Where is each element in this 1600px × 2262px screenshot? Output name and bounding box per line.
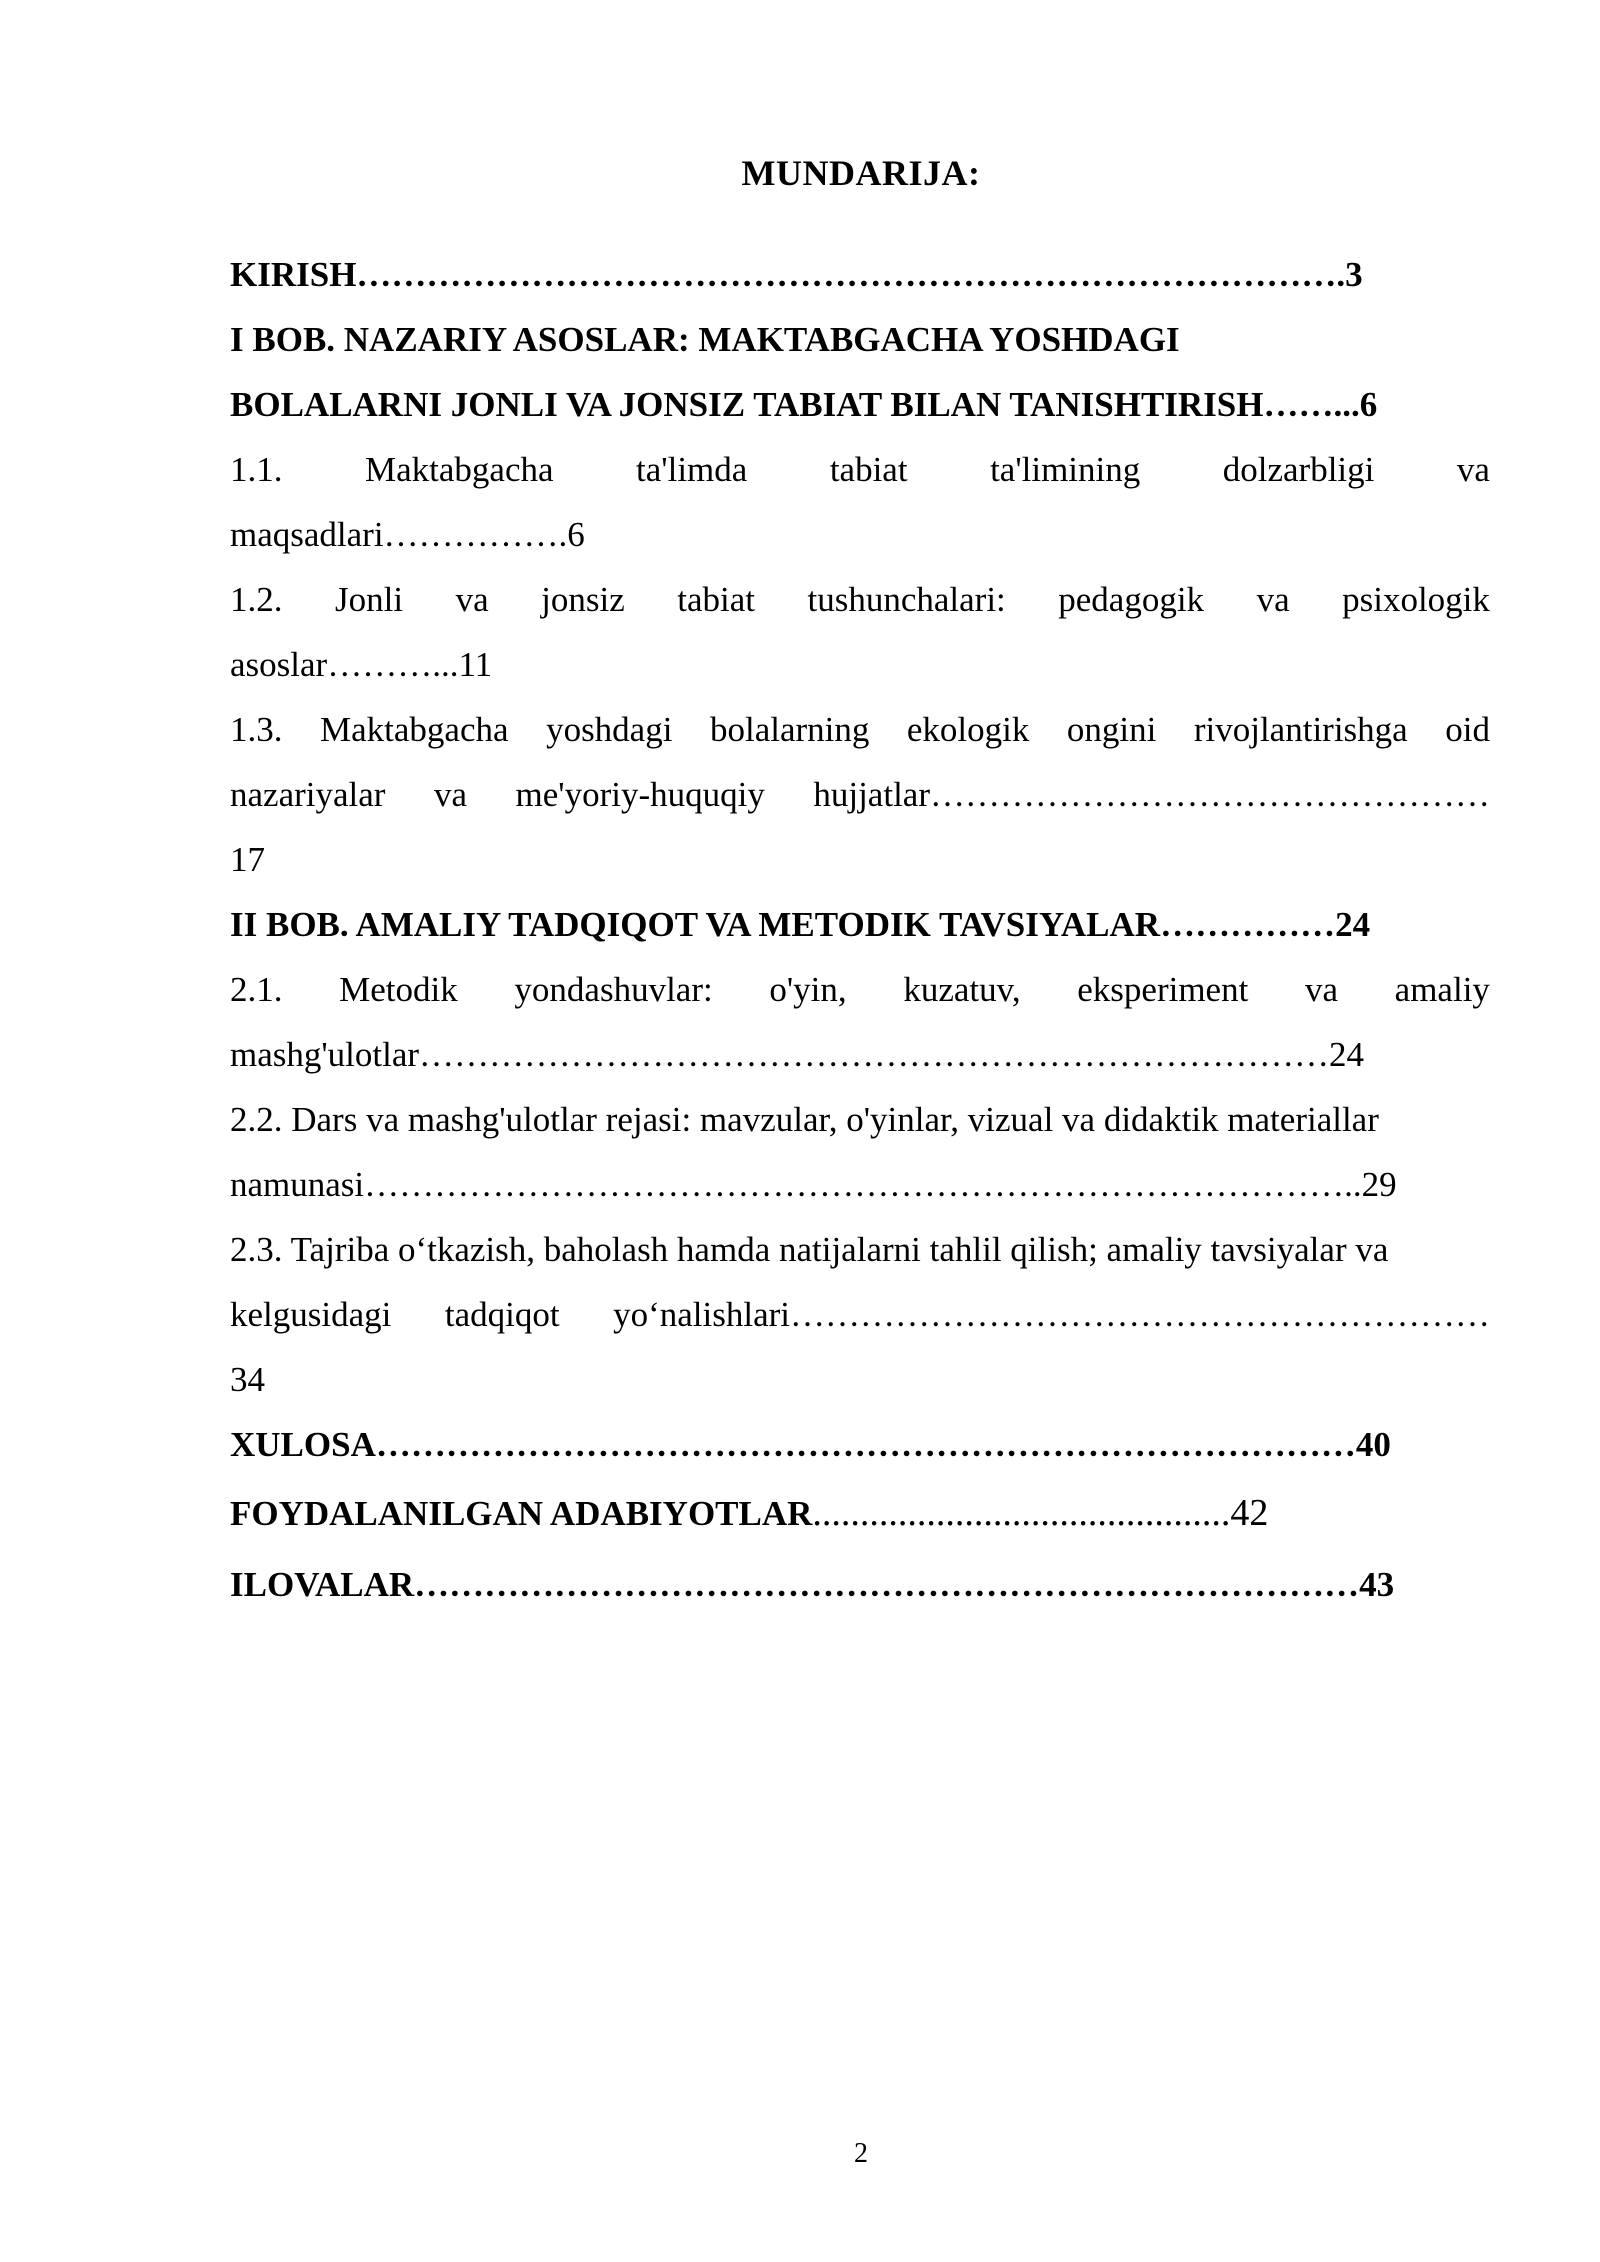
page-title: MUNDARIJA: xyxy=(741,153,981,193)
word: oid xyxy=(1445,710,1490,749)
toc-entry-2-3-line1: 2.3. Tajriba o‘tkazish, baholash hamda natijalarni tahlil qilish; amaliy tavsiyalar va xyxy=(230,1230,1389,1269)
word: va xyxy=(1256,580,1290,619)
word: va xyxy=(455,580,489,619)
toc-entry-bob2: II BOB. AMALIY TADQIQOT VA METODIK TAVSIYALAR……………24 xyxy=(230,905,1371,944)
word: rivojlantirishga xyxy=(1193,710,1408,749)
word: yondashuvlar: xyxy=(514,970,713,1009)
word: bolalarning xyxy=(709,710,870,749)
word: tabiat xyxy=(829,450,908,489)
word: Metodik xyxy=(339,970,458,1009)
word: va xyxy=(433,775,467,814)
word: kelgusidagi xyxy=(230,1295,392,1334)
word: o'yin, xyxy=(769,970,847,1009)
toc-entry-adabiyotlar-label: FOYDALANILGAN ADABIYOTLAR xyxy=(230,1494,813,1533)
word: 1.3. xyxy=(230,710,283,749)
word: yo‘nalishlari…………………………………………………… xyxy=(613,1295,1490,1334)
word: pedagogik xyxy=(1058,580,1205,619)
word: ta'limining xyxy=(990,450,1141,489)
word: eksperiment xyxy=(1077,970,1249,1009)
word: me'yoriy-huquqiy xyxy=(515,775,765,814)
toc-entry-2-1-line2: mashg'ulotlar……………………………………………………………………24 xyxy=(230,1035,1365,1074)
toc-entry-1-1-line1 xyxy=(230,437,1490,502)
page-number: 2 xyxy=(854,2138,868,2169)
word: Maktabgacha xyxy=(365,450,554,489)
toc-entry-2-2-line1: 2.2. Dars va mashg'ulotlar rejasi: mavzular, o'yinlar, vizual va didaktik materiallar xyxy=(230,1100,1379,1139)
word: amaliy xyxy=(1394,970,1490,1009)
toc-entry-2-3-line3: 34 xyxy=(230,1360,265,1399)
word: nazariyalar xyxy=(230,775,386,814)
word: ongini xyxy=(1066,710,1157,749)
word: va xyxy=(1456,450,1490,489)
word: ta'limda xyxy=(636,450,748,489)
toc-entry-2-2-line2: namunasi…………………………………………………………………………..29 xyxy=(230,1165,1397,1204)
toc-entry-bob1-line1: I BOB. NAZARIY ASOSLAR: MAKTABGACHA YOSHDAGI xyxy=(230,320,1180,359)
word: jonsiz xyxy=(541,580,625,619)
toc-entry-1-2-line2: asoslar………...11 xyxy=(230,645,493,684)
word: tushunchalari: xyxy=(807,580,1006,619)
toc-entry-2-1-line1 xyxy=(230,957,1490,1022)
word: 1.2. xyxy=(230,580,283,619)
word: Maktabgacha xyxy=(320,710,509,749)
toc-entry-1-3-line3: 17 xyxy=(230,840,265,879)
toc-entry-adabiyotlar-leader: ............................................42 xyxy=(812,1492,1269,1534)
word: hujjatlar………………………………………… xyxy=(813,775,1490,814)
word: ekologik xyxy=(906,710,1030,749)
word: 2.1. xyxy=(230,970,283,1009)
word: kuzatuv, xyxy=(903,970,1021,1009)
toc-entry-bob1-line2: BOLALARNI JONLI VA JONSIZ TABIAT BILAN TANISHTIRISH……...6 xyxy=(230,385,1378,424)
word: dolzarbligi xyxy=(1222,450,1375,489)
toc-entry-1-2-line1 xyxy=(230,567,1490,632)
table-of-contents xyxy=(230,242,1490,1621)
word: 1.1. xyxy=(230,450,283,489)
toc-entry-2-3-line2 xyxy=(230,1282,1490,1347)
word: yoshdagi xyxy=(546,710,673,749)
word: psixologik xyxy=(1342,580,1490,619)
word: tabiat xyxy=(677,580,755,619)
toc-entry-1-3-line1 xyxy=(230,697,1490,762)
word: tadqiqot xyxy=(444,1295,560,1334)
word: va xyxy=(1304,970,1339,1009)
toc-entry-1-1-line2: maqsadlari…………….6 xyxy=(230,515,585,554)
toc-entry-1-3-line2 xyxy=(230,762,1490,827)
toc-entry-kirish: KIRISH………………………………………………………………………….3 xyxy=(230,255,1363,294)
word: Jonli xyxy=(335,580,404,619)
toc-entry-ilovalar: ILOVALAR………………………………………………………………………43 xyxy=(230,1565,1395,1604)
toc-entry-adabiyotlar xyxy=(230,1477,1490,1549)
toc-entry-xulosa: XULOSA…………………………………………………………………………40 xyxy=(230,1425,1391,1464)
